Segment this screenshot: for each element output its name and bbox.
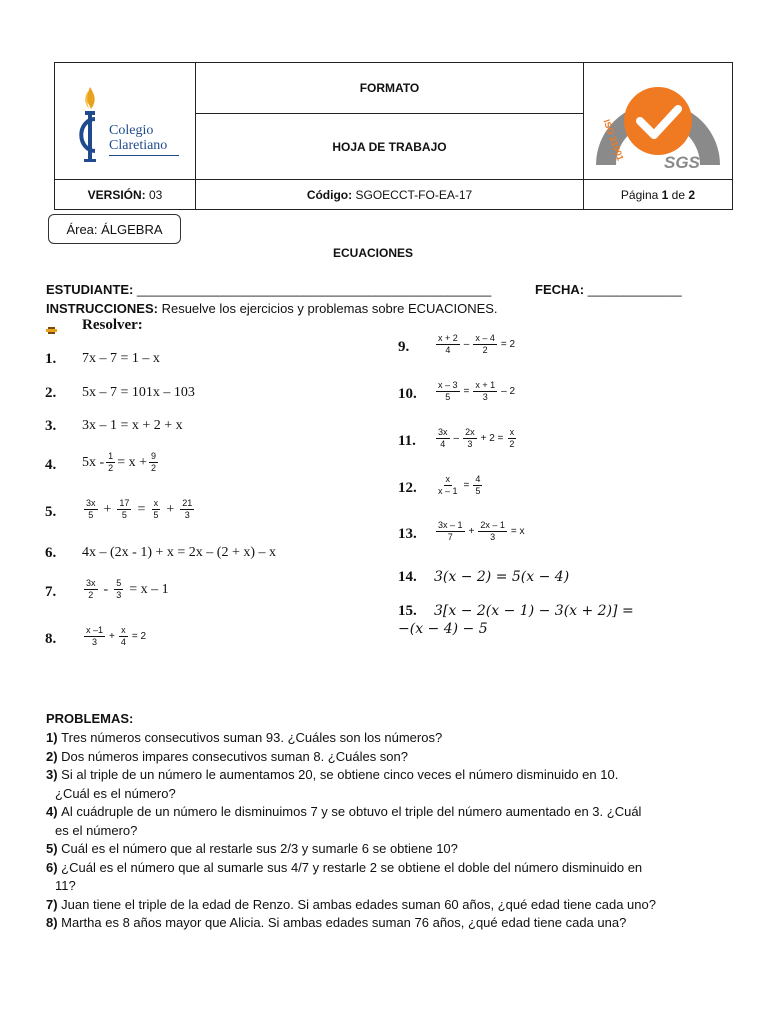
- frac-num: 1: [108, 451, 114, 461]
- frac-den: 3: [184, 510, 190, 520]
- bullet-icon: [46, 322, 57, 331]
- eq-number-10: 10.: [398, 386, 417, 402]
- equation-12: [434, 474, 484, 497]
- equation-4: [82, 451, 160, 474]
- resolver-label: Resolver:: [82, 317, 143, 333]
- equation-14: 3(𝑥 − 2) = 5(𝑥 − 4): [434, 569, 570, 585]
- codigo-cell: [196, 180, 583, 210]
- frac-num: 17: [119, 498, 130, 508]
- eq-number-12: 12.: [398, 480, 417, 496]
- pagina-total: 2: [688, 188, 696, 202]
- problem-number: 7): [46, 896, 62, 912]
- problem-number: 1): [46, 730, 62, 745]
- instrucciones-row: [46, 301, 498, 316]
- problem-text: Si al triple de un número le aumentamos 20, se obtiene cinco veces el número disminuido en 10.: [61, 767, 619, 782]
- frac-den: 5: [88, 510, 94, 520]
- frac-num: 9: [150, 451, 156, 461]
- frac-num: 3x: [86, 498, 96, 508]
- operator: +: [468, 526, 475, 537]
- version-value: 03: [149, 188, 163, 202]
- eq7-rhs: = x – 1: [129, 581, 169, 597]
- version-label: VERSIÓN:: [87, 188, 146, 202]
- eq-number-2: 2.: [45, 385, 57, 401]
- logo-text-claretiano: Claretiano: [109, 138, 168, 153]
- frac-num: 2x: [465, 427, 475, 437]
- equation-1: 7x – 7 = 1 – x: [82, 351, 160, 366]
- problem-number: 5): [46, 841, 62, 856]
- problem-text-continued: es el número?: [55, 822, 138, 838]
- pagina-de: de: [671, 188, 686, 202]
- frac-num: x + 2: [438, 333, 458, 343]
- frac-den: 4: [445, 345, 451, 355]
- frac-num: x + 1: [475, 380, 496, 390]
- problem-item: [46, 897, 656, 912]
- frac-den: 3: [482, 392, 488, 402]
- estudiante-line[interactable]: _________________________________________________: [137, 282, 492, 297]
- equation-5: [82, 498, 196, 521]
- frac-den: 5: [445, 392, 451, 402]
- fecha-row: [535, 282, 682, 297]
- operator: =: [463, 386, 470, 397]
- school-logo: [75, 85, 190, 165]
- eq-number-8: 8.: [45, 631, 57, 647]
- problem-text-continued: ¿Cuál es el número?: [55, 785, 176, 801]
- frac-den: 2: [150, 463, 156, 473]
- frac-num: 5: [116, 578, 122, 588]
- equation-13: [434, 520, 527, 543]
- area-box: Área: ÁLGEBRA: [48, 214, 181, 244]
- problem-number: 8): [46, 915, 62, 930]
- eq-number-1: 1.: [45, 351, 57, 367]
- problem-item: [46, 860, 642, 875]
- frac-num: x –1: [86, 625, 104, 635]
- problem-text: Juan tiene el triple de la edad de Renzo. Si ambas edades suman 60 años, ¿qué edad tiene cada uno?: [61, 896, 656, 912]
- problem-number: 6): [46, 859, 62, 875]
- problem-text: Cuál es el número que al restarle sus 2/3 y sumarle 6 se obtiene 10?: [61, 841, 458, 856]
- eq-number-13: 13.: [398, 526, 417, 542]
- seal-top-text: SYSTEM CERTIFICATION: [618, 68, 713, 75]
- problem-text: ¿Cuál es el número que al sumarle sus 4/7 y restarle 2 se obtiene el doble del número disminuido en: [61, 859, 643, 875]
- sgs-seal: [588, 65, 728, 177]
- codigo-value: SGOECCT-FO-EA-17: [355, 188, 473, 202]
- operator: =: [137, 501, 146, 517]
- eq-number-15: 15.: [398, 603, 417, 619]
- eq9-rhs: = 2: [500, 339, 516, 350]
- pagina-num: 1: [661, 188, 669, 202]
- frac-den: 5: [121, 510, 127, 520]
- frac-den: 3: [490, 532, 496, 542]
- operator: +: [103, 501, 112, 517]
- problem-number: 2): [46, 748, 62, 764]
- eq4-part-a: 5x -: [82, 454, 105, 470]
- frac-num: 2x – 1: [480, 520, 505, 530]
- seal-brand-text: SGS: [664, 153, 700, 172]
- frac-num: 21: [182, 498, 193, 508]
- problem-text: Martha es 8 años mayor que Alicia. Si ambas edades suman 76 años, ¿qué edad tiene cada una?: [61, 915, 627, 930]
- frac-den: 2: [108, 463, 114, 473]
- frac-den: 3: [467, 439, 473, 449]
- eq-number-3: 3.: [45, 418, 57, 434]
- problem-text: Tres números consecutivos suman 93. ¿Cuáles son los números?: [61, 730, 443, 745]
- fecha-label: FECHA:: [535, 282, 585, 297]
- frac-den: 2: [509, 439, 515, 449]
- equation-15-line1: 3[𝑥 − 2(𝑥 − 1) − 3(𝑥 + 2)] =: [434, 603, 634, 619]
- fecha-line[interactable]: _____________: [587, 282, 682, 297]
- formato-label: FORMATO: [359, 81, 420, 95]
- pagina-prefix: Página: [620, 188, 659, 202]
- frac-den: 3: [116, 590, 122, 600]
- frac-den: 4: [120, 637, 126, 647]
- frac-num: x: [445, 474, 450, 484]
- operator: +: [109, 631, 115, 642]
- operator: =: [463, 480, 470, 491]
- frac-num: x: [121, 625, 126, 635]
- frac-den: 2: [482, 345, 488, 355]
- frac-den: x – 1: [438, 486, 458, 496]
- problem-item: [46, 749, 408, 764]
- frac-num: x: [153, 498, 159, 508]
- codigo-label: Código:: [306, 188, 353, 202]
- instrucciones-label: INSTRUCCIONES:: [46, 301, 158, 316]
- frac-num: 4: [475, 474, 481, 484]
- equation-15-line2: −(𝑥 − 4) − 5: [398, 621, 488, 637]
- eq-number-4: 4.: [45, 457, 57, 473]
- equation-11: $\frac{3x}{4}$ – $\frac{2x}{3}$ + 2 = $\frac{x}{2}$: [438, 427, 515, 449]
- frac-num: x – 4: [475, 333, 495, 343]
- eq10-rhs: – 2: [501, 386, 516, 397]
- problem-item: [46, 730, 442, 745]
- frac-num: 3x: [438, 427, 448, 437]
- equation-10: [434, 380, 517, 403]
- eq13-rhs: = x: [510, 526, 525, 537]
- frac-num: x – 3: [438, 380, 458, 390]
- logo-text-colegio: Colegio: [109, 123, 154, 138]
- frac-den: 5: [475, 486, 481, 496]
- eq-number-14: 14.: [398, 569, 417, 585]
- frac-num: 3x: [86, 578, 96, 588]
- problem-item: [46, 915, 626, 930]
- version-cell: [55, 180, 195, 210]
- header-table: [54, 62, 733, 210]
- eq-number-9: 9.: [398, 339, 410, 355]
- problemas-title: PROBLEMAS:: [46, 711, 134, 726]
- equation-8: [82, 625, 148, 648]
- eq4-part-b: = x +: [117, 454, 147, 470]
- frac-den: 3: [92, 637, 98, 647]
- eq-number-11: 11.: [398, 433, 416, 449]
- frac-num: 3x – 1: [438, 520, 463, 530]
- frac-den: 2: [88, 590, 94, 600]
- problem-item: [46, 767, 618, 782]
- hoja-label: HOJA DE TRABAJO: [332, 139, 447, 154]
- page-title: ECUACIONES: [333, 246, 414, 260]
- problem-number: 4): [46, 804, 62, 819]
- operator: -: [103, 581, 109, 597]
- frac-num: x: [509, 427, 515, 437]
- equation-6: 4x – (2x - 1) + x = 2x – (2 + x) – x: [82, 545, 276, 560]
- problem-text-continued: 11?: [55, 878, 76, 893]
- problem-text: Dos números impares consecutivos suman 8. ¿Cuáles son?: [61, 748, 408, 764]
- eq-number-7: 7.: [45, 584, 57, 600]
- frac-den: 4: [440, 439, 446, 449]
- problem-text: Al cuádruple de un número le disminuimos 7 y se obtuvo el triple del número aumentado en 3. ¿Cuál: [61, 804, 642, 819]
- eq-number-5: 5.: [45, 504, 57, 520]
- frac-den: 7: [447, 532, 453, 542]
- equation-2: 5x – 7 = 101x – 103: [82, 385, 195, 400]
- seal-side-text: ISO 21001: [601, 118, 626, 162]
- problem-item: [46, 841, 458, 856]
- torch-icon: [75, 85, 105, 165]
- frac-den: 5: [153, 510, 159, 520]
- estudiante-label: ESTUDIANTE:: [46, 282, 134, 297]
- equation-9: $\frac{x + 2}{4}$ – $\frac{x - 4}{2}$ = 2: [438, 333, 516, 355]
- estudiante-row: [46, 282, 491, 297]
- equation-3: 3x – 1 = x + 2 + x: [82, 418, 183, 433]
- problem-number: 3): [46, 767, 62, 782]
- problem-item: [46, 804, 641, 819]
- pagina-cell: [584, 180, 732, 210]
- equation-7: [82, 578, 169, 601]
- eq8-rhs: = 2: [131, 631, 147, 642]
- operator: +: [166, 501, 175, 517]
- eq-number-6: 6.: [45, 545, 57, 561]
- instrucciones-text: Resuelve los ejercicios y problemas sobre ECUACIONES.: [161, 301, 498, 316]
- eq11-mid: + 2 =: [480, 433, 504, 444]
